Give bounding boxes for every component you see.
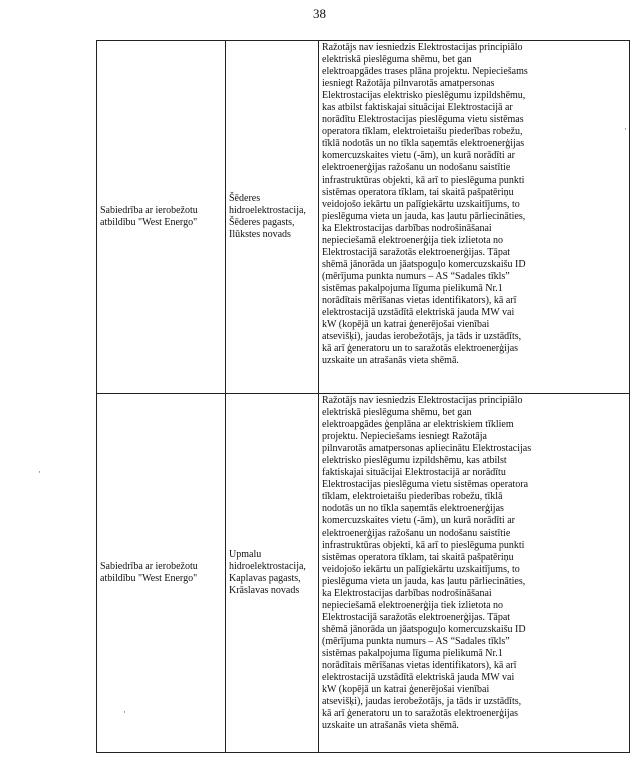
- description-line: komercuzskaites vietu (-ām), un kurā norādīti ar: [322, 150, 515, 162]
- company-line: atbildību "West Energo": [100, 217, 198, 228]
- description-line: kas atbilst faktiskajai situācijai Elektrostacijā ar: [322, 102, 513, 114]
- company-line: Sabiedrība ar ierobežotu: [100, 204, 198, 216]
- description-line: veidojošo iekārtu un palīgiekārtu uzskaitījums, to: [322, 198, 520, 210]
- description-cell: [319, 394, 630, 753]
- location-line: Šēderes pagasts,: [229, 217, 295, 228]
- description-line: elektriskā pieslēguma shēmu, bet gan: [322, 407, 472, 419]
- description-line: elektroapgādes trases plāna projektu. Nepieciešams: [322, 66, 528, 78]
- description-line: tīklam, elektroietaišu piederības robežu, tīklā: [322, 491, 503, 503]
- description-line: atsevišķi), jaudas ierobežotājs, ja tāds ir uzstādīts,: [322, 331, 522, 343]
- location-cell: [226, 394, 319, 753]
- description-line: elektroenerģijas ražošanu un nodošanu saistītie: [322, 527, 511, 539]
- description-line: kā arī ģeneratoru un to saražotās elektroenerģijas: [322, 343, 519, 355]
- description-line: pieslēguma vieta un jauda, kas ļautu pārliecināties,: [322, 575, 526, 587]
- description-line: Elektrostacijā saražotās elektroenerģijas. Tāpat: [322, 246, 511, 258]
- description-line: kW (kopējā un katrai ģenerējošai vienībai: [322, 319, 490, 331]
- description-line: elektroenerģijas ražošanu un nodošanu saistītie: [322, 162, 511, 174]
- description-line: infrastruktūras objekti, kā arī to pieslēguma punkti: [322, 174, 525, 186]
- location-line: Upmalu: [229, 548, 262, 560]
- description-line: faktiskajai situācijai Elektrostacijā ar norādītu: [322, 467, 506, 479]
- description-line: sistēmas pakalpojuma līguma pielikumā Nr.1: [322, 647, 503, 659]
- description-line: Elektrostacijas pieslēguma vietu sistēmas operatora: [322, 479, 529, 491]
- description-line: Ražotājs nav iesniedzis Elektrostacijas principiālo: [322, 42, 523, 53]
- description-line: sistēmas pakalpojuma līguma pielikumā Nr.1: [322, 282, 503, 294]
- description-line: pilnvarotās amatpersonas apliecinātu Elektrostacijas: [322, 443, 532, 455]
- description-line: sistēmas operatora tīklam, tai skaitā pašpatēriņu: [322, 551, 514, 563]
- description-line: tīklā nodotās un no tīkla saņemtās elektroenerģijas: [322, 138, 525, 150]
- location-line: Ilūkstes novads: [229, 229, 291, 241]
- description-line: (mērījuma punkta numurs – AS “Sadales tīkls”: [322, 270, 510, 282]
- description-line: iesniegt Ražotāja pilnvarotās amatpersonas: [322, 78, 495, 90]
- description-line: uzskaite un atrašanās vieta shēmā.: [322, 720, 459, 732]
- company-line: Sabiedrība ar ierobežotu: [100, 560, 198, 572]
- scan-speck: ·: [38, 467, 41, 477]
- description-line: veidojošo iekārtu un palīgiekārtu uzskaitījums, to: [322, 563, 520, 575]
- description-line: elektrisko pieslēgumu izpildshēmu, kas atbilst: [322, 455, 507, 467]
- description-line: kW (kopējā un katrai ģenerējošai vienībai: [322, 684, 490, 696]
- description-line: elektrostacijā uzstādītā elektriskā jauda MW vai: [322, 307, 515, 319]
- description-line: elektriskā pieslēguma shēmu, bet gan: [322, 54, 472, 66]
- description-line: ka Elektrostacijas darbības nodrošināšanai: [322, 587, 492, 599]
- scan-speck: ·: [624, 124, 627, 134]
- description-line: nepieciešamā elektroenerģija tiek izlietota no: [322, 599, 504, 611]
- description-line: norādītais mērīšanas vietas identifikators), kā arī: [322, 660, 517, 672]
- page-number: 38: [313, 6, 326, 21]
- description-line: (mērījuma punkta numurs – AS “Sadales tīkls”: [322, 635, 510, 647]
- table-row: [97, 41, 630, 394]
- location-line: hidroelektrostacija,: [229, 204, 306, 216]
- description-line: nepieciešamā elektroenerģija tiek izlietota no: [322, 234, 504, 246]
- description-line: atsevišķi), jaudas ierobežotājs, ja tāds ir uzstādīts,: [322, 696, 522, 708]
- decision-table: [96, 40, 630, 753]
- description-line: Elektrostacijas elektrisko pieslēgumu izpildshēmu,: [322, 90, 526, 102]
- description-cell: [319, 41, 630, 394]
- location-line: Krāslavas novads: [229, 585, 300, 597]
- description-line: elektroapgādes ģenplāna ar elektriskiem tīkliem: [322, 419, 514, 431]
- description-line: shēmā jānorāda un jāatspoguļo komercuzskaišu ID: [322, 258, 526, 270]
- company-cell: [97, 41, 226, 394]
- description-line: elektrostacijā uzstādītā elektriskā jauda MW vai: [322, 672, 515, 684]
- description-line: projektu. Nepieciešams iesniegt Ražotāja: [322, 431, 487, 443]
- description-line: kā arī ģeneratoru un to saražotās elektroenerģijas: [322, 708, 519, 720]
- scan-speck: ·: [123, 707, 126, 717]
- description-line: pieslēguma vieta un jauda, kas ļautu pārliecināties,: [322, 210, 526, 222]
- table-row: [97, 394, 630, 753]
- description-line: komercuzskaites vietu (-ām), un kurā norādīti ar: [322, 515, 515, 527]
- description-line: uzskaite un atrašanās vieta shēmā.: [322, 355, 459, 367]
- description-line: norādītais mērīšanas vietas identifikators), kā arī: [322, 294, 517, 306]
- description-line: Elektrostacijā saražotās elektroenerģijas. Tāpat: [322, 611, 511, 623]
- description-line: shēmā jānorāda un jāatspoguļo komercuzskaišu ID: [322, 623, 526, 635]
- description-line: ka Elektrostacijas darbības nodrošināšanai: [322, 222, 492, 234]
- location-line: Šēderes: [229, 192, 261, 204]
- company-line: atbildību "West Energo": [100, 573, 198, 584]
- location-line: Kaplavas pagasts,: [229, 573, 301, 584]
- location-cell: [226, 41, 319, 394]
- description-line: sistēmas operatora tīklam, tai skaitā pašpatēriņu: [322, 186, 514, 198]
- description-line: norādītu Elektrostacijas pieslēguma vietu sistēmas: [322, 114, 524, 126]
- description-line: nodotās un no tīkla saņemtās elektroenerģijas: [322, 503, 504, 515]
- description-line: infrastruktūras objekti, kā arī to pieslēguma punkti: [322, 539, 525, 551]
- location-line: hidroelektrostacija,: [229, 560, 306, 572]
- description-line: operatora tīklam, elektroietaišu piederības robežu,: [322, 126, 523, 138]
- company-cell: [97, 394, 226, 753]
- description-line: Ražotājs nav iesniedzis Elektrostacijas principiālo: [322, 395, 523, 406]
